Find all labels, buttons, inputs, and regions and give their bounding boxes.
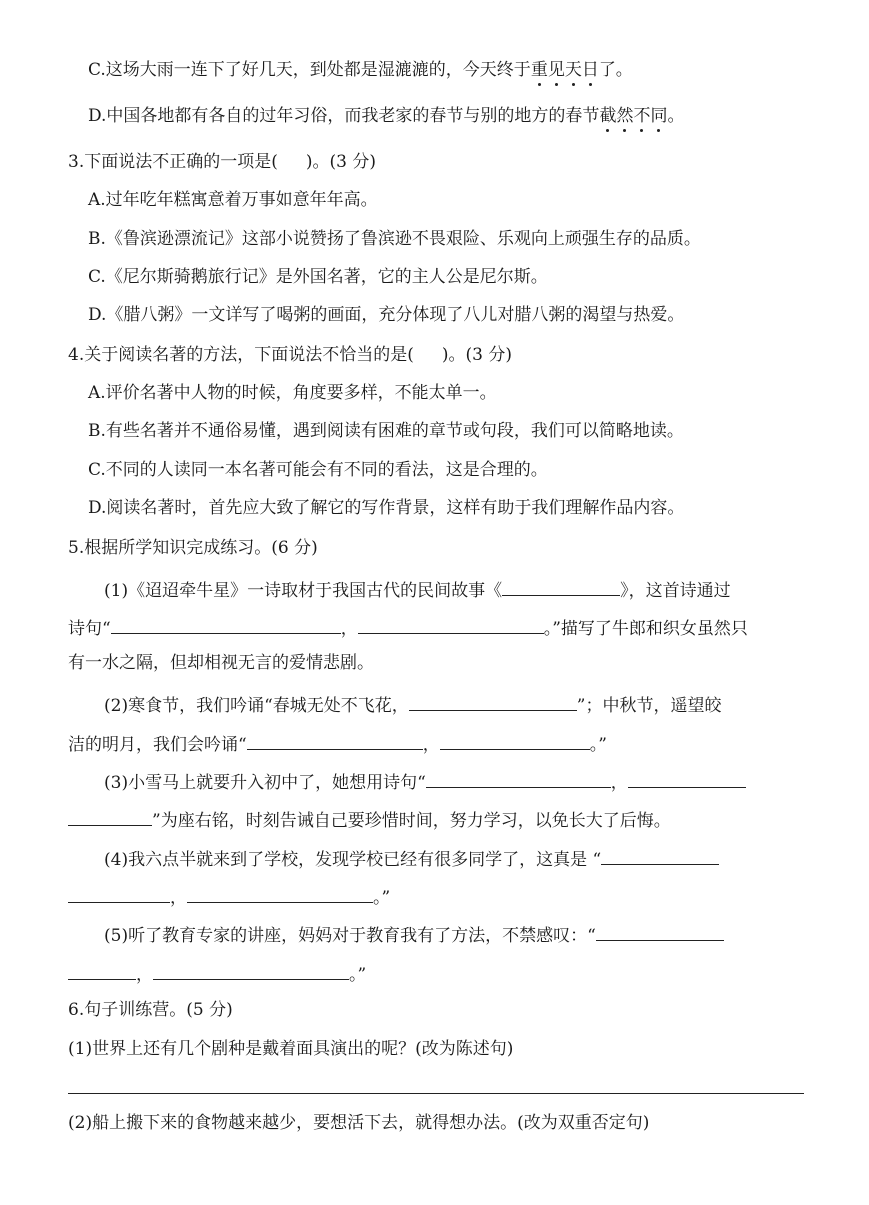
q5-1-line3: 有一水之隔，但却相视无言的爱情悲剧。	[68, 653, 374, 673]
q4-option-b: B.有些名著并不通俗易懂，遇到阅读有困难的章节或句段，我们可以简略地读。	[88, 421, 684, 441]
emphasis-char: 重	[530, 60, 548, 80]
fill-blank[interactable]	[247, 729, 423, 750]
q5-2-line2: 洁的明月，我们会吟诵“ ， 。”	[68, 729, 607, 757]
q3-option-b: B.《鲁滨逊漂流记》这部小说赞扬了鲁滨逊不畏艰险、乐观向上顽强生存的品质。	[88, 229, 701, 249]
fill-blank[interactable]	[153, 959, 349, 980]
q5-4-line1: (4)我六点半就来到了学校，发现学校已经有很多同学了，这真是 “	[104, 844, 719, 872]
q4-stem: 4.关于阅读名著的方法，下面说法不恰当的是( )。(3 分)	[68, 345, 512, 365]
q3-option-c: C.《尼尔斯骑鹅旅行记》是外国名著，它的主人公是尼尔斯。	[88, 267, 548, 287]
fill-blank[interactable]	[68, 882, 170, 903]
emphasis-char: 日	[581, 60, 599, 80]
emphasis-char: 然	[616, 106, 634, 126]
fill-blank[interactable]	[111, 613, 341, 634]
q4-option-c: C.不同的人读同一本名著可能会有不同的看法，这是合理的。	[88, 460, 548, 480]
q5-4-line2: ， 。”	[68, 882, 390, 910]
q5-1-line1: (1)《迢迢牵牛星》一诗取材于我国古代的民间故事《 》，这首诗通过	[104, 575, 731, 603]
q6-1-prompt: (1)世界上还有几个剧种是戴着面具演出的呢？(改为陈述句)	[68, 1039, 514, 1059]
fill-blank[interactable]	[68, 959, 136, 980]
q3-option-a: A.过年吃年糕寓意着万事如意年年高。	[88, 190, 378, 210]
fill-blank[interactable]	[187, 882, 373, 903]
fill-blank[interactable]	[440, 729, 590, 750]
q5-3-line1: (3)小雪马上就要升入初中了，她想用诗句“ ，	[104, 767, 746, 795]
q6-1-answer-line[interactable]	[68, 1093, 804, 1094]
q2-option-d: D.中国各地都有各自的过年习俗，而我老家的春节与别的地方的春节截然不同。	[88, 106, 685, 126]
q6-stem: 6.句子训练营。(5 分)	[68, 1000, 233, 1020]
fill-blank[interactable]	[601, 844, 719, 865]
q4-option-d: D.阅读名著时，首先应大致了解它的写作背景，这样有助于我们理解作品内容。	[88, 498, 685, 518]
q5-2-line1: (2)寒食节，我们吟诵“春城无处不飞花， ”；中秋节，遥望皎	[104, 690, 721, 718]
fill-blank[interactable]	[502, 575, 620, 596]
emphasis-char: 见	[547, 60, 565, 80]
fill-blank[interactable]	[596, 920, 724, 941]
emphasis-char: 同	[650, 106, 668, 126]
fill-blank[interactable]	[358, 613, 544, 634]
q5-5-line2: ， 。”	[68, 959, 366, 987]
q5-stem: 5.根据所学知识完成练习。(6 分)	[68, 538, 318, 558]
emphasis-char: 不	[633, 106, 651, 126]
q3-stem: 3.下面说法不正确的一项是( )。(3 分)	[68, 152, 376, 172]
q2-option-c: C.这场大雨一连下了好几天，到处都是湿漉漉的，今天终于重见天日了。	[88, 60, 633, 80]
q5-1-line2: 诗句“ ， 。”描写了牛郎和织女虽然只	[68, 613, 748, 641]
emphasis-char: 截	[599, 106, 617, 126]
q4-option-a: A.评价名著中人物的时候，角度要多样，不能太单一。	[88, 383, 497, 403]
q3-option-d: D.《腊八粥》一文详写了喝粥的画面，充分体现了八儿对腊八粥的渴望与热爱。	[88, 305, 685, 325]
q6-2-prompt: (2)船上搬下来的食物越来越少，要想活下去，就得想办法。(改为双重否定句)	[68, 1113, 650, 1133]
emphasis-char: 天	[564, 60, 582, 80]
q5-3-line2: ”为座右铭，时刻告诫自己要珍惜时间，努力学习，以免长大了后悔。	[68, 805, 671, 833]
fill-blank[interactable]	[409, 690, 577, 711]
fill-blank[interactable]	[628, 767, 746, 788]
fill-blank[interactable]	[68, 805, 152, 826]
fill-blank[interactable]	[426, 767, 611, 788]
q5-5-line1: (5)听了教育专家的讲座，妈妈对于教育我有了方法，不禁感叹：“	[104, 920, 724, 948]
